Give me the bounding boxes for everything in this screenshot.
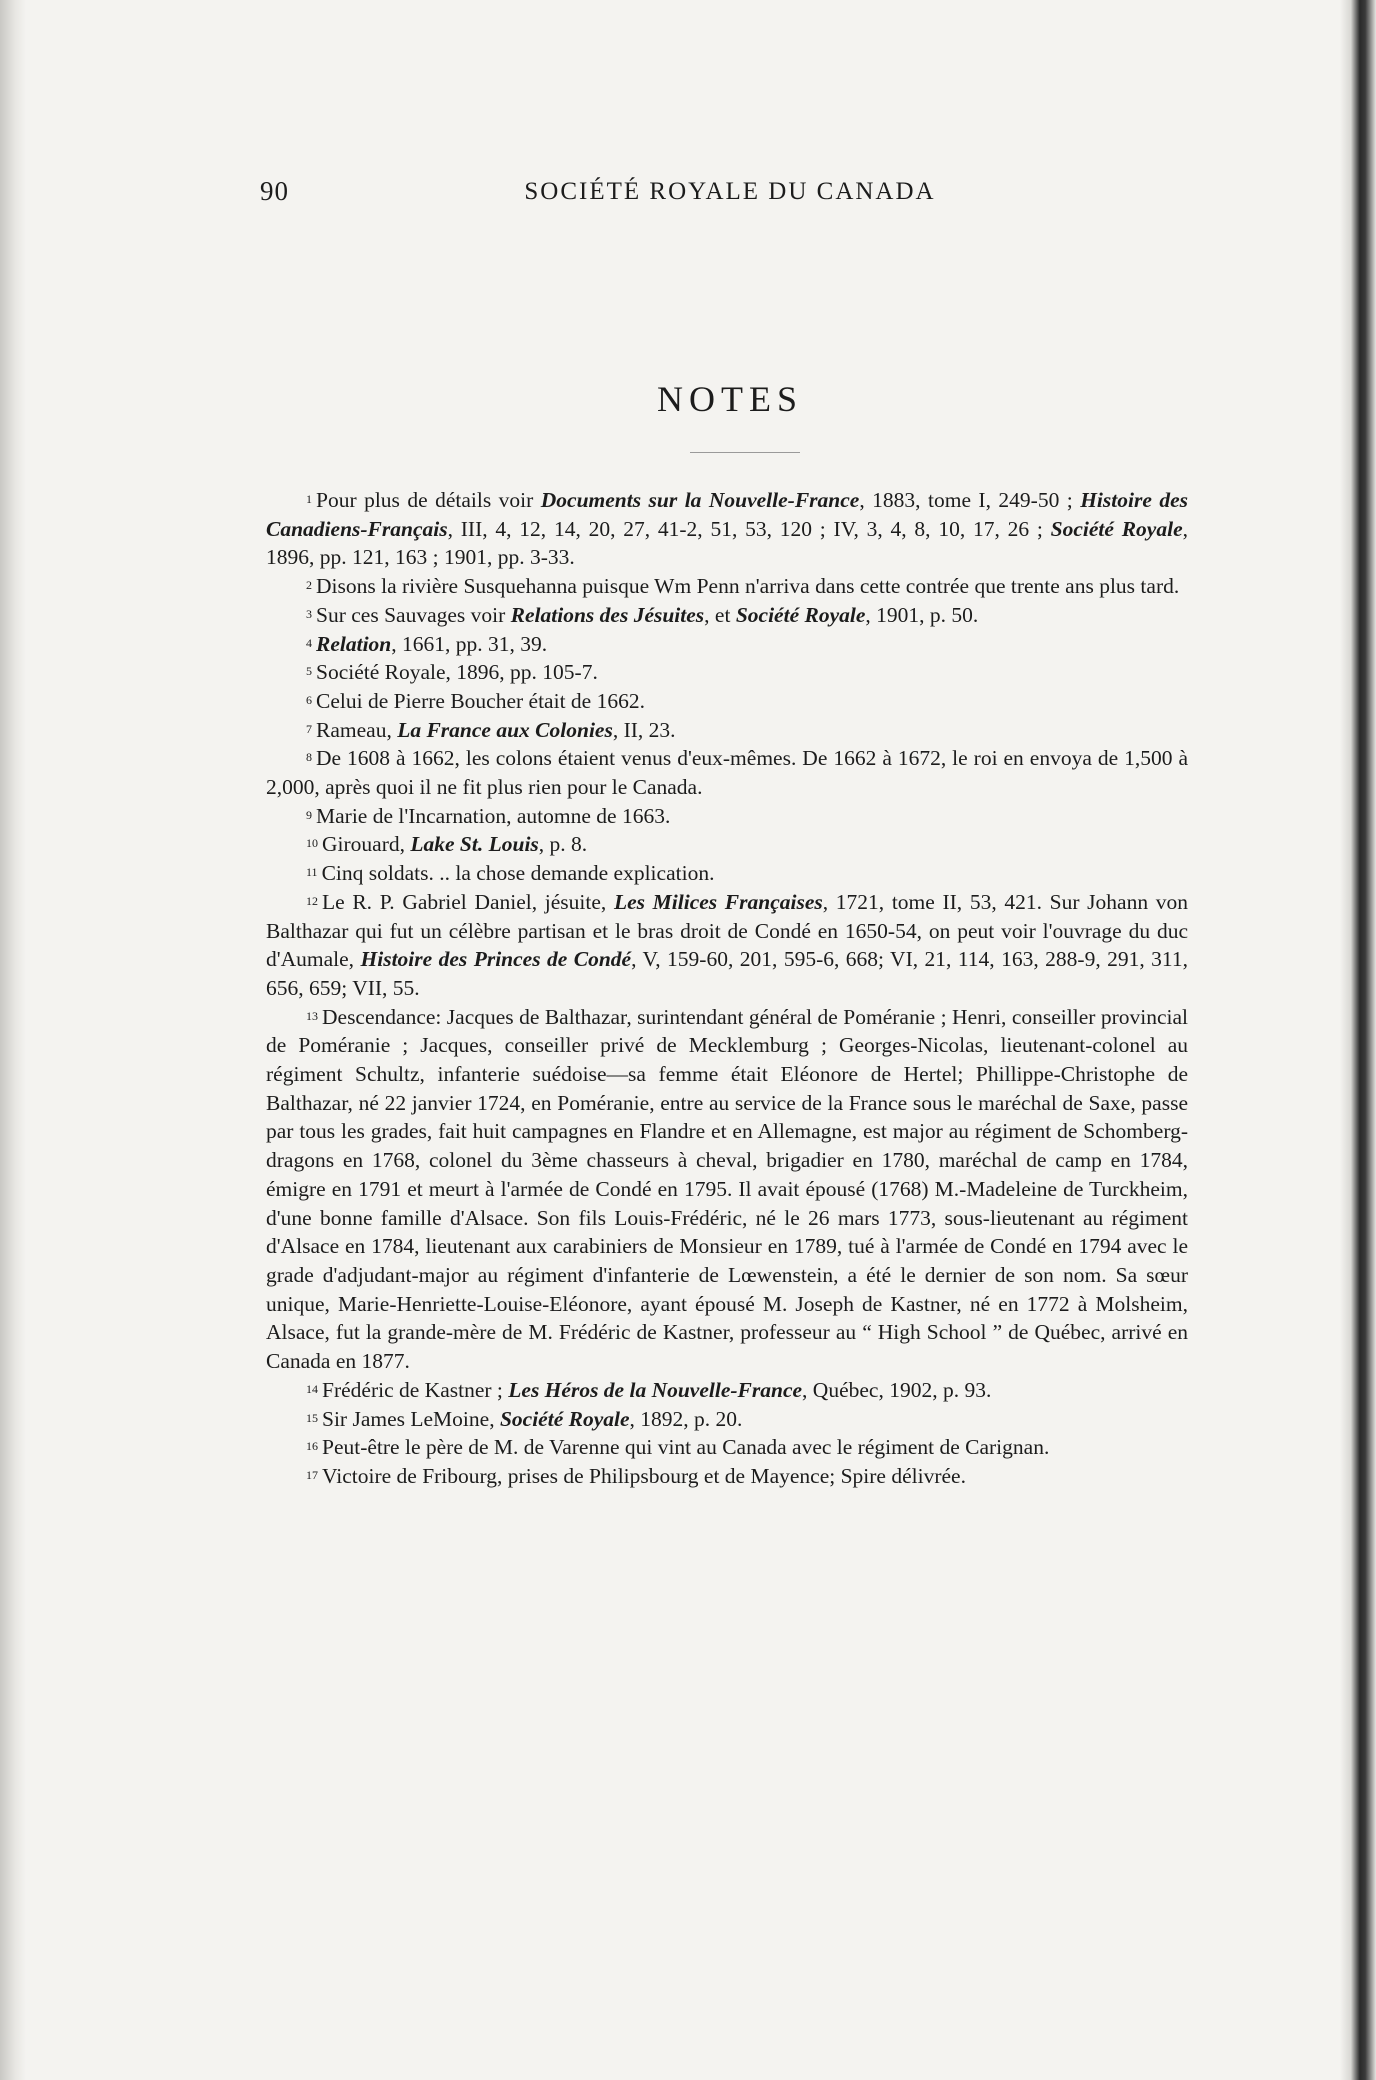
footnote-text: , 1901, p. 50. [865,602,979,627]
footnote-title: Histoire des Canadiens-Français [266,488,1188,541]
footnote-number: 10 [306,836,318,851]
footnote-number: 11 [306,865,318,880]
footnote-number: 12 [306,893,318,908]
footnote-9 [266,802,1188,831]
footnote-text: , 1892, p. 20. [629,1406,743,1431]
footnote-title: Les Milices Françaises [613,889,823,914]
footnote-text: , 1661, pp. 31, 39. [391,631,548,656]
footnote-text: Frédéric de Kastner ; [322,1377,509,1402]
footnote-3 [266,601,1188,630]
footnote-number: 13 [306,1008,318,1023]
footnote-text: Sur ces Sauvages voir [316,602,511,627]
footnote-text: , V, 159-60, 201, 595-6, 668; VI, 21, 114, 163, 288-9, 291, 311, 656, 659; VII, 55. [266,947,1189,1000]
footnote-number: 6 [306,692,312,707]
footnote-number: 1 [306,492,312,506]
section-heading: NOTES [657,379,803,419]
footnote-text: De 1608 à 1662, les colons étaient venus d'eux-mêmes. De 1662 à 1672, le roi en envoya de 1,500 à 2,000, après quoi il ne fit plus rien pour le Canada. [266,746,1188,800]
footnote-number: 7 [306,721,312,736]
footnote-13 [266,1003,1188,1376]
footnote-5 [266,658,1188,687]
footnote-text: Le R. P. Gabriel Daniel, jésuite, [322,889,614,914]
footnote-title: Histoire des Princes de Condé [360,947,632,972]
footnote-number: 4 [306,635,312,650]
footnote-7 [266,716,1188,745]
footnote-text: Société Royale, 1896, pp. 105-7. [316,660,598,685]
footnote-text: Victoire de Fribourg, prises de Philipsbourg et de Mayence; Spire délivrée. [322,1463,966,1488]
footnote-10 [266,830,1188,859]
footnote-text: Marie de l'Incarnation, automne de 1663. [316,803,671,828]
page-number: 90 [260,176,289,206]
footnote-2 [266,572,1188,601]
footnote-text: , 1883, tome I, 249-50 ; [859,488,1081,512]
footnote-text: , II, 23. [612,717,676,742]
footnote-number: 15 [306,1410,318,1425]
footnote-4 [266,630,1188,659]
footnote-text: , Québec, 1902, p. 93. [802,1377,992,1402]
footnote-number: 9 [306,807,312,822]
running-head-title: SOCIÉTÉ ROYALE DU CANADA [524,178,936,205]
footnote-text: Pour plus de détails voir [316,488,541,512]
footnote-text: Peut-être le père de M. de Varenne qui vint au Canada avec le régiment de Carignan. [322,1435,1050,1460]
footnote-text: Celui de Pierre Boucher était de 1662. [316,688,645,713]
footnote-number: 8 [306,750,312,765]
footnote-1 [266,486,1188,572]
footnote-number: 14 [306,1381,318,1396]
running-head [260,176,1200,216]
footnote-6 [266,687,1188,716]
footnote-title: Société Royale [499,1406,630,1431]
heading-divider [690,452,800,453]
footnote-text: , 1896, pp. 121, 163 ; 1901, pp. 3-33. [266,516,1188,570]
footnote-text: , p. 8. [538,832,588,857]
footnote-text: Descendance: Jacques de Balthazar, surintendant général de Poméranie ; Henri, conseiller provincial de Poméranie ; Jacques, conseiller privé de Mecklemburg ; Georges-Nicolas, lieutenant-colonel au régiment Schultz, infanterie suédoise—sa femme était Eléonore de Hertel; Phillippe-Christophe de Balthazar, né 22 janvier 1724, en Poméranie, entre au service de la France sous le maréchal de Saxe, passe par tous les grades, fait huit campagnes en Flandre et en Allemagne, est major au régiment de Schomberg-dragons en 1768, colonel du 3ème chasseurs à cheval, brigadier en 1780, maréchal de camp en 1784, émigre en 1791 et meurt à l'armée de Condé en 1795. Il avait épousé (1768) M.-Madeleine de Turckheim, d'une bonne famille d'Alsace. Son fils Louis-Frédéric, né le 26 mars 1773, sous-lieutenant au régiment d'Alsace en 1784, lieutenant aux carabiniers de Monsieur en 1789, tué à l'armée de Condé en 1794 avec le grade d'adjudant-major au régiment d'infanterie de Lœwenstein, a été le dernier de son nom. Sa sœur unique, Marie-Henriette-Louise-Eléonore, ayant épousé M. Joseph de Kastner, né en 1772 à Molsheim, Alsace, fut la grande-mère de M. Frédéric de Kastner, professeur au “ High School ” de Québec, arrivé en Canada en 1877. [266,1004,1188,1374]
footnote-title: Société Royale [1050,516,1183,541]
footnote-text: , 1721, tome II, 53, 421. Sur Johann von Balthazar qui fut un célèbre partisan et le bras droit de Condé en 1650-54, on peut voir l'ouvrage du duc d'Aumale, [266,889,1188,972]
footnote-text: Girouard, [322,832,411,857]
footnote-title: Société Royale [735,602,866,627]
footnote-text: Cinq soldats. .. la chose demande explication. [321,861,715,886]
footnote-text: , et [704,602,736,627]
footnote-number: 16 [306,1439,318,1454]
footnote-text: Disons la rivière Susquehanna puisque Wm Penn n'arriva dans cette contrée que trente ans plus tard. [316,574,1180,599]
footnote-title: La France aux Colonies [397,717,613,742]
footnote-number: 5 [306,664,312,679]
footnote-number: 2 [306,578,312,593]
footnote-title: Lake St. Louis [410,832,539,857]
footnote-text: Sir James LeMoine, [322,1406,500,1431]
footnote-17 [266,1462,1188,1491]
footnote-8 [266,744,1188,801]
footnote-14 [266,1376,1188,1405]
footnote-title: Documents sur la Nouvelle-France [540,488,860,512]
footnote-number: 17 [306,1467,318,1482]
footnote-16 [266,1433,1188,1462]
footnote-text: Rameau, [316,717,398,742]
footnote-12 [266,888,1188,1003]
footnote-number: 3 [306,606,312,621]
footnote-11 [266,859,1188,888]
footnote-title: Relations des Jésuites [510,602,705,627]
footnote-title: Relation [316,631,392,656]
footnote-15 [266,1405,1188,1434]
footnote-title: Les Héros de la Nouvelle-France [508,1377,803,1402]
footnote-list [266,486,1188,1491]
footnote-text: , III, 4, 12, 14, 20, 27, 41-2, 51, 53, 120 ; IV, 3, 4, 8, 10, 17, 26 ; [447,516,1051,541]
